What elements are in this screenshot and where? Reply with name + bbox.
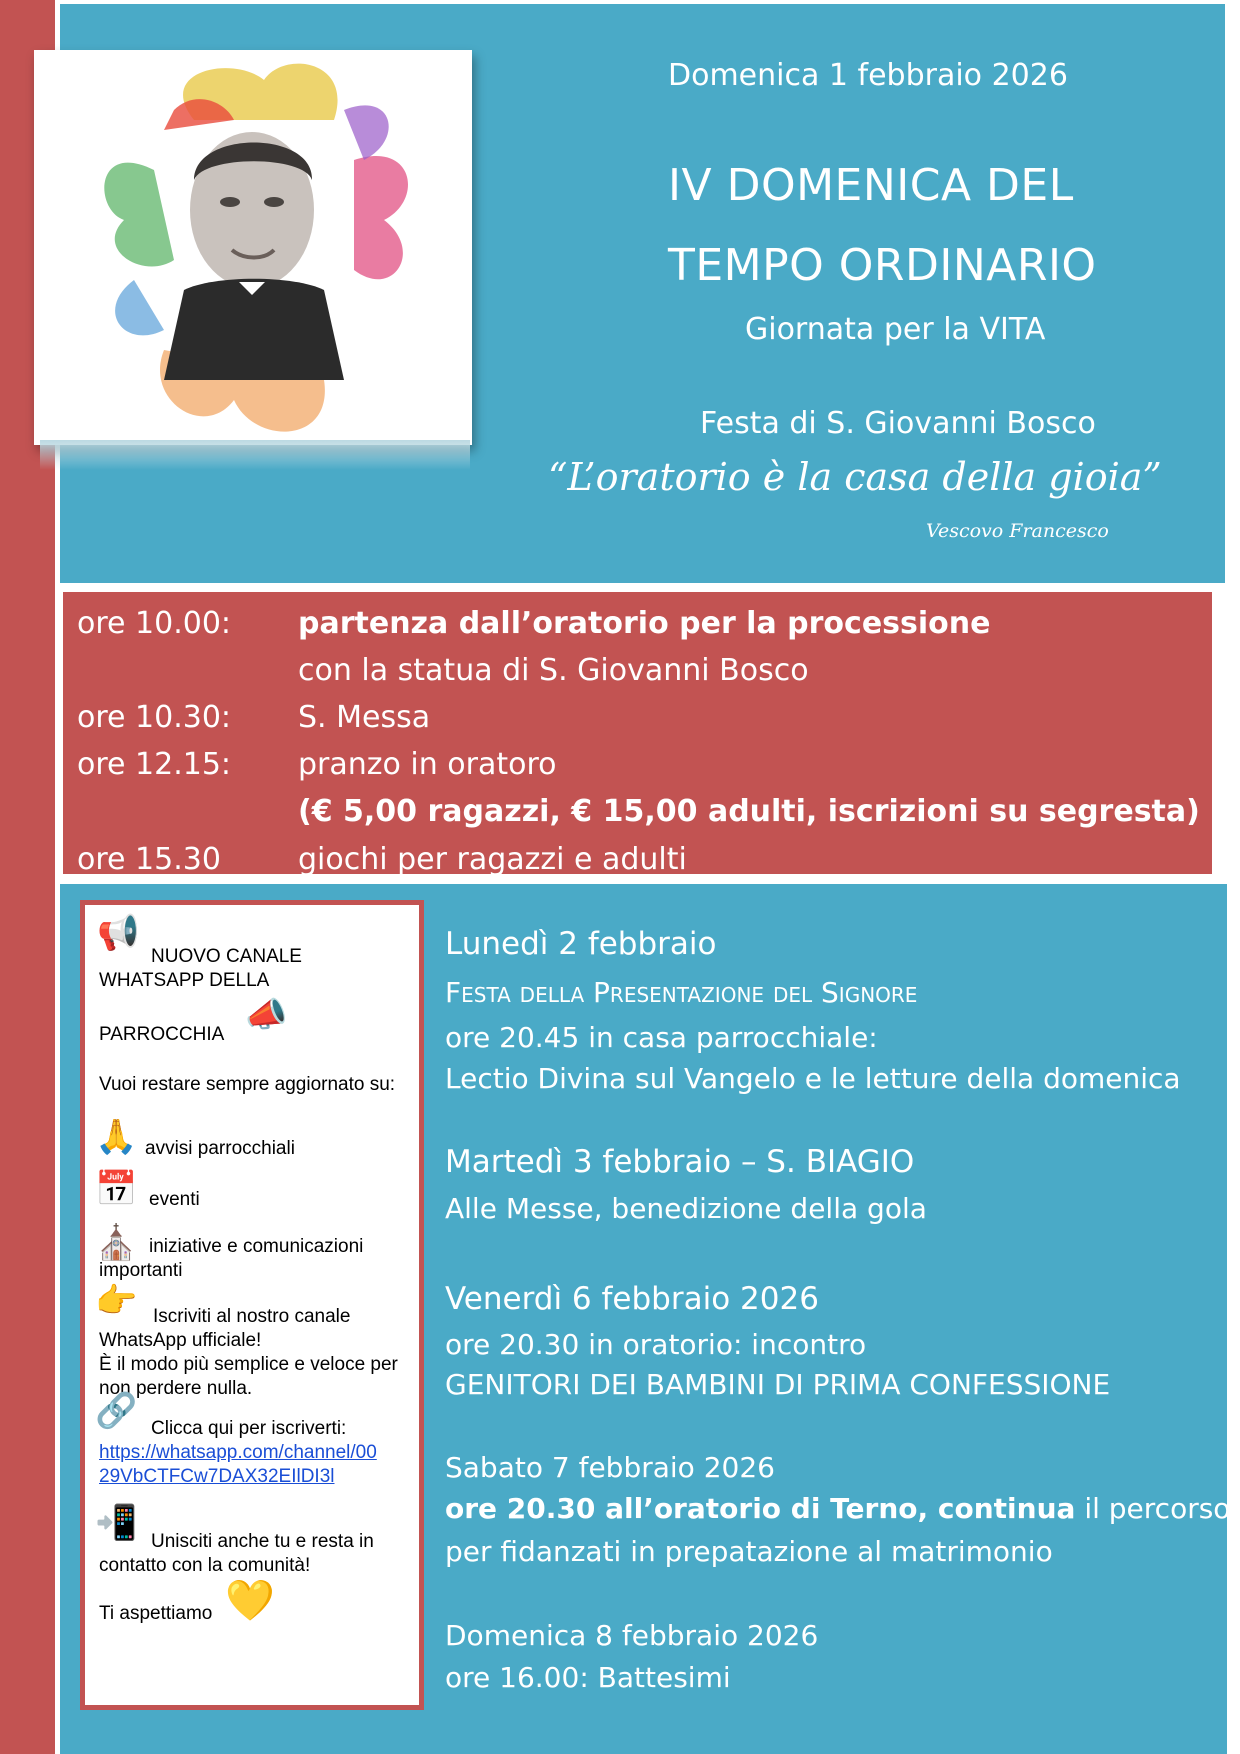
sunday-date: Domenica 1 febbraio 2026 — [668, 58, 1068, 93]
friday-line2: GENITORI DEI BAMBINI DI PRIMA CONFESSIONE — [445, 1368, 1111, 1401]
saturday-line1 — [445, 1492, 1230, 1525]
link-icon: 🔗 — [95, 1392, 138, 1430]
monday-date: Lunedì 2 febbraio — [445, 926, 717, 962]
schedule-desc: (€ 5,00 ragazzi, € 15,00 adulti, iscrizioni su segresta) — [298, 794, 1200, 829]
tuesday-date: Martedì 3 febbraio – S. BIAGIO — [445, 1144, 915, 1180]
portrait-reflection — [40, 440, 470, 470]
mobile-phone-icon: 📲 — [95, 1504, 138, 1542]
whatsapp-channel-box — [80, 900, 424, 1710]
schedule-time: ore 12.15: — [77, 747, 232, 782]
join-message — [99, 1530, 409, 1578]
click-label: Clicca qui per iscriverti: — [151, 1418, 347, 1439]
liturgy-title-line1: IV DOMENICA DEL — [668, 160, 1074, 211]
schedule-desc: partenza dall’oratorio per la processione — [298, 606, 991, 641]
whatsapp-heading — [99, 945, 409, 993]
friday-date: Venerdì 6 febbraio 2026 — [445, 1281, 819, 1317]
schedule-desc: S. Messa — [298, 700, 431, 735]
join-text: Unisciti anche tu e resta in contatto con la comunità! — [99, 1531, 374, 1576]
monday-line1: ore 20.45 in casa parrocchiale: — [445, 1021, 878, 1054]
cta-line1: Iscriviti al nostro canale WhatsApp ufficiale! — [99, 1306, 351, 1351]
quote-signature: Vescovo Francesco — [926, 520, 1109, 542]
link-line2[interactable]: 29VbCTFCw7DAX32EIlDI3l — [99, 1466, 335, 1487]
megaphone-icon: 📢 — [97, 914, 140, 952]
saturday-line1-rest: il percorso — [1075, 1492, 1231, 1525]
portrait-illustration — [34, 50, 472, 445]
monday-title: Festa della Presentazione del Signore — [445, 976, 918, 1009]
pointing-hand-icon: 👉 — [95, 1282, 138, 1320]
sunday8-date: Domenica 8 febbraio 2026 — [445, 1619, 819, 1652]
item-avvisi: avvisi parrocchiali — [145, 1138, 295, 1159]
heading-line2: WHATSAPP DELLA — [99, 970, 270, 991]
schedule-desc: con la statua di S. Giovanni Bosco — [298, 653, 809, 688]
friday-line1: ore 20.30 in oratorio: incontro — [445, 1328, 867, 1361]
whatsapp-intro: Vuoi restare sempre aggiornato su: — [99, 1074, 396, 1095]
schedule-desc: giochi per ragazzi e adulti — [298, 842, 687, 877]
yellow-heart-icon: 💛 — [225, 1579, 275, 1623]
monday-line2: Lectio Divina sul Vangelo e le letture della domenica — [445, 1062, 1181, 1095]
sunday8-line1: ore 16.00: Battesimi — [445, 1661, 731, 1694]
day-for-life: Giornata per la VITA — [745, 312, 1046, 347]
wait-message: Ti aspettiamo — [99, 1603, 213, 1624]
cta-subscribe — [99, 1305, 409, 1401]
heading-line1: NUOVO CANALE — [151, 946, 302, 967]
bishop-quote: “L’oratorio è la casa della gioia” — [548, 455, 1162, 499]
tuesday-line1: Alle Messe, benedizione della gola — [445, 1192, 927, 1225]
calendar-icon: 📅 — [95, 1170, 138, 1208]
item-iniziative — [99, 1235, 409, 1283]
link-line1[interactable]: https://whatsapp.com/channel/00 — [99, 1442, 377, 1463]
whatsapp-channel-link[interactable] — [99, 1441, 409, 1489]
item-iniziative-text: iniziative e comunicazioni importanti — [99, 1236, 364, 1281]
sunday-schedule — [60, 589, 1215, 877]
schedule-time: ore 10.30: — [77, 700, 232, 735]
schedule-time: ore 15.30 — [77, 842, 221, 877]
feast-title: Festa di S. Giovanni Bosco — [700, 406, 1096, 441]
saturday-line2: per fidanzati in prepatazione al matrimonio — [445, 1535, 1053, 1568]
cta-line2: È il modo più semplice e veloce per non perdere nulla. — [99, 1354, 398, 1399]
megaphone-icon: 📣 — [245, 996, 288, 1034]
don-bosco-portrait — [34, 50, 472, 445]
praying-hands-icon: 🙏 — [95, 1118, 138, 1156]
item-eventi: eventi — [149, 1189, 200, 1210]
schedule-desc: pranzo in oratoro — [298, 747, 557, 782]
schedule-time: ore 10.00: — [77, 606, 232, 641]
liturgy-title-line2: TEMPO ORDINARIO — [668, 240, 1097, 291]
heading-line3: PARROCCHIA — [99, 1024, 225, 1045]
saturday-line1-bold: ore 20.30 all’oratorio di Terno, continua — [445, 1492, 1076, 1525]
saturday-date: Sabato 7 febbraio 2026 — [445, 1451, 775, 1484]
church-icon: ⛪ — [95, 1224, 138, 1262]
